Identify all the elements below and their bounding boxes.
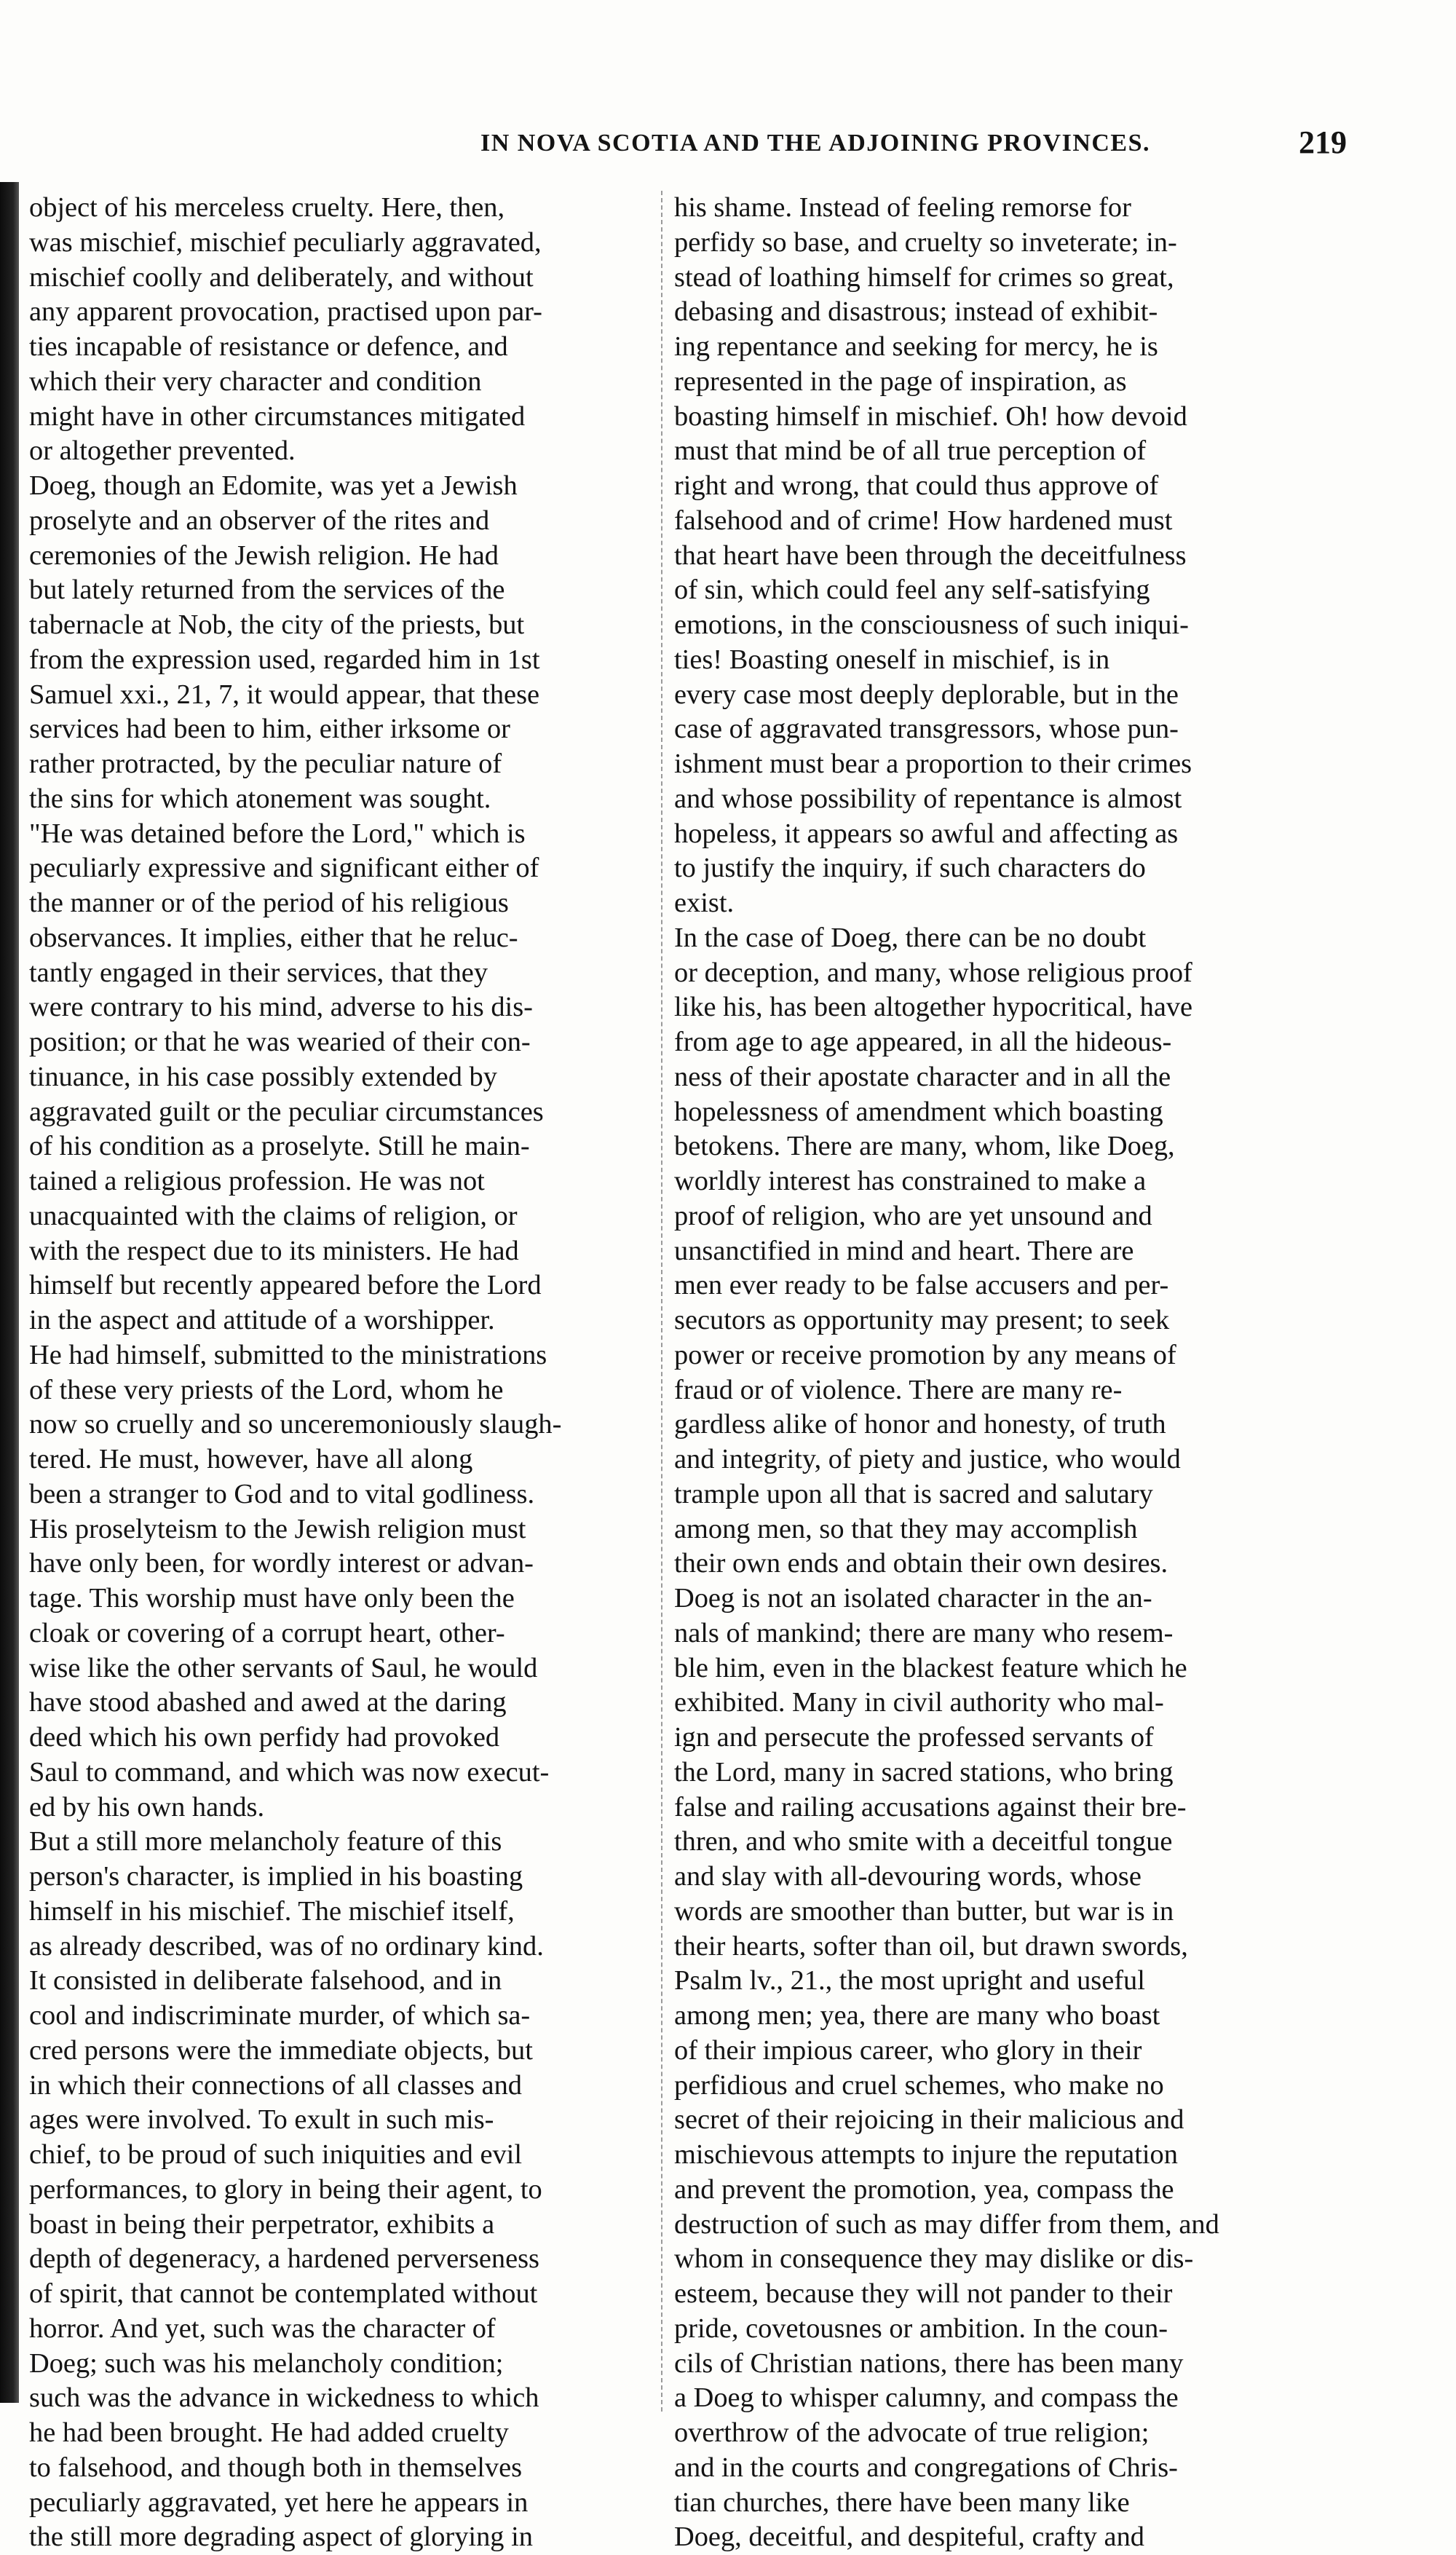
- text-line: nals of mankind; there are many who resem-: [674, 1617, 1174, 1648]
- text-line: have only been, for wordly interest or advan-: [29, 1548, 534, 1579]
- text-line: proof of religion, who are yet unsound and: [674, 1200, 1152, 1231]
- text-line: thren, and who smite with a deceitful tongue: [674, 1826, 1173, 1857]
- text-line: as already described, was of no ordinary kind.: [29, 1930, 544, 1962]
- text-line: their own ends and obtain their own desires.: [674, 1548, 1168, 1579]
- text-line: It consisted in deliberate falsehood, and in: [29, 1965, 502, 1997]
- text-line: In the case of Doeg, there can be no doubt: [674, 922, 1147, 953]
- page-number: 219: [1299, 125, 1347, 160]
- text-line: ing repentance and seeking for mercy, he is: [674, 331, 1158, 362]
- text-line: or deception, and many, whose religious proof: [674, 957, 1192, 988]
- text-line: peculiarly expressive and significant either of: [29, 853, 539, 884]
- text-line: among men; yea, there are many who boast: [674, 2000, 1160, 2031]
- text-line: of spirit, that cannot be contemplated without: [29, 2278, 538, 2309]
- column-divider: [661, 191, 662, 2412]
- text-line: trample upon all that is sacred and salutary: [674, 1478, 1153, 1509]
- text-line: hopeless, it appears so awful and affecting as: [674, 818, 1179, 849]
- text-line: esteem, because they will not pander to their: [674, 2278, 1173, 2309]
- text-line: words are smoother than butter, but war is in: [674, 1895, 1174, 1927]
- text-line: and integrity, of piety and justice, who would: [674, 1444, 1181, 1474]
- text-line: mischievous attempts to injure the reputation: [674, 2139, 1178, 2170]
- text-line: every case most deeply deplorable, but in the: [674, 679, 1179, 710]
- text-line: false and railing accusations against their bre-: [674, 1791, 1187, 1823]
- text-line: Doeg is not an isolated character in the an-: [674, 1583, 1152, 1614]
- text-line: or altogether prevented.: [29, 435, 296, 467]
- text-line: was mischief, mischief peculiarly aggravated,: [29, 226, 542, 258]
- text-line: the Lord, many in sacred stations, who bring: [674, 1756, 1174, 1788]
- text-line: from the expression used, regarded him in 1st: [29, 644, 540, 675]
- text-line: perfidious and cruel schemes, who make no: [674, 2069, 1164, 2101]
- text-line: but lately returned from the services of the: [29, 574, 505, 606]
- text-line: cred persons were the immediate objects, but: [29, 2034, 533, 2066]
- text-line: in which their connections of all classes and: [29, 2069, 522, 2101]
- text-line: ed by his own hands.: [29, 1791, 265, 1823]
- text-line: from age to age appeared, in all the hideous-: [674, 1027, 1172, 1057]
- text-line: ble him, even in the blackest feature which he: [674, 1652, 1187, 1683]
- text-line: chief, to be proud of such iniquities and evil: [29, 2139, 523, 2170]
- text-line: and prevent the promotion, yea, compass the: [674, 2173, 1174, 2205]
- text-line: His proselyteism to the Jewish religion must: [29, 1513, 526, 1544]
- text-line: exist.: [674, 888, 735, 918]
- text-line: But a still more melancholy feature of this: [29, 1826, 502, 1857]
- text-line: exhibited. Many in civil authority who mal-: [674, 1687, 1164, 1718]
- text-line: falsehood and of crime! How hardened must: [674, 505, 1173, 536]
- running-header: IN NOVA SCOTIA AND THE ADJOINING PROVINCES.: [480, 130, 1151, 157]
- text-line: power or receive promotion by any means of: [674, 1339, 1176, 1370]
- text-line: in the aspect and attitude of a worshipper.: [29, 1305, 495, 1335]
- text-line: Saul to command, and which was now execut-: [29, 1756, 550, 1788]
- text-line: such was the advance in wickedness to which: [29, 2382, 539, 2414]
- text-line: rather protracted, by the peculiar nature of: [29, 749, 502, 779]
- text-line: the manner or of the period of his religious: [29, 888, 509, 918]
- text-line: which their very character and condition: [29, 366, 482, 397]
- text-line: tantly engaged in their services, that they: [29, 957, 488, 988]
- text-line: object of his merceless cruelty. Here, then,: [29, 192, 505, 223]
- text-line: debasing and disastrous; instead of exhibit-: [674, 296, 1158, 328]
- text-line: emotions, in the consciousness of such iniqui-: [674, 609, 1189, 640]
- text-line: like his, has been altogether hypocritical, have: [674, 992, 1193, 1023]
- text-line: tabernacle at Nob, the city of the priests, but: [29, 609, 525, 640]
- text-line: of their impious career, who glory in their: [674, 2034, 1142, 2066]
- text-line: cloak or covering of a corrupt heart, other-: [29, 1617, 505, 1648]
- text-line: Samuel xxi., 21, 7, it would appear, that these: [29, 679, 540, 710]
- text-line: of his condition as a proselyte. Still he main-: [29, 1131, 530, 1162]
- text-line: ceremonies of the Jewish religion. He had: [29, 540, 499, 571]
- text-line: services had been to him, either irksome or: [29, 714, 510, 745]
- text-line: mischief coolly and deliberately, and without: [29, 261, 534, 293]
- text-line: stead of loathing himself for crimes so great,: [674, 261, 1174, 293]
- text-line: that heart have been through the deceitfulness: [674, 540, 1187, 571]
- text-line: overthrow of the advocate of true religion;: [674, 2417, 1150, 2448]
- text-line: aggravated guilt or the peculiar circumstances: [29, 1096, 544, 1127]
- text-line: ties! Boasting oneself in mischief, is in: [674, 644, 1110, 675]
- text-line: pride, covetousnes or ambition. In the coun-: [674, 2313, 1168, 2344]
- text-line: tage. This worship must have only been the: [29, 1583, 515, 1614]
- text-line: observances. It implies, either that he reluc-: [29, 922, 518, 953]
- text-line: wise like the other servants of Saul, he would: [29, 1652, 538, 1683]
- text-line: tian churches, there have been many like: [674, 2487, 1130, 2518]
- text-line: their hearts, softer than oil, but drawn swords,: [674, 1930, 1188, 1962]
- text-line: Doeg, though an Edomite, was yet a Jewish: [29, 470, 518, 501]
- text-line: worldly interest has constrained to make a: [674, 1166, 1147, 1196]
- text-line: destruction of such as may differ from them, and: [674, 2208, 1219, 2240]
- text-line: fraud or of violence. There are many re-: [674, 1374, 1123, 1405]
- text-line: proselyte and an observer of the rites and: [29, 505, 490, 536]
- text-line: have stood abashed and awed at the daring: [29, 1687, 507, 1718]
- text-line: hopelessness of amendment which boasting: [674, 1096, 1163, 1127]
- text-line: himself but recently appeared before the Lord: [29, 1270, 542, 1301]
- text-line: must that mind be of all true perception of: [674, 435, 1147, 467]
- text-line: cils of Christian nations, there has been many: [674, 2347, 1184, 2379]
- text-line: boasting himself in mischief. Oh! how devoid: [674, 400, 1187, 432]
- text-line: to falsehood, and though both in themselves: [29, 2452, 523, 2483]
- text-line: right and wrong, that could thus approve of: [674, 470, 1159, 501]
- text-line: case of aggravated transgressors, whose pun-: [674, 714, 1179, 745]
- text-line: boast in being their perpetrator, exhibits a: [29, 2208, 495, 2240]
- text-line: ages were involved. To exult in such mis-: [29, 2104, 494, 2136]
- text-line: peculiarly aggravated, yet here he appears in: [29, 2487, 529, 2518]
- text-line: himself in his mischief. The mischief itself,: [29, 1895, 515, 1927]
- text-line: "He was detained before the Lord," which is: [29, 818, 526, 849]
- text-line: Doeg, deceitful, and despiteful, crafty and: [674, 2522, 1144, 2553]
- text-line: and whose possibility of repentance is almost: [674, 783, 1182, 814]
- text-column-right: [674, 191, 1315, 2553]
- text-line: ign and persecute the professed servants of: [674, 1722, 1154, 1753]
- text-line: a Doeg to whisper calumny, and compass the: [674, 2382, 1179, 2414]
- text-column-left: [29, 191, 652, 2553]
- text-line: whom in consequence they may dislike or dis-: [674, 2243, 1194, 2275]
- text-line: been a stranger to God and to vital godliness.: [29, 1478, 535, 1509]
- text-line: position; or that he was wearied of their con-: [29, 1027, 531, 1057]
- text-line: among men, so that they may accomplish: [674, 1513, 1138, 1544]
- text-line: secutors as opportunity may present; to seek: [674, 1305, 1170, 1335]
- text-line: to justify the inquiry, if such characters do: [674, 853, 1146, 884]
- text-line: might have in other circumstances mitigated: [29, 400, 526, 432]
- text-line: with the respect due to its ministers. He had: [29, 1235, 519, 1266]
- text-line: perfidy so base, and cruelty so inveterate; in-: [674, 226, 1177, 258]
- text-line: ness of their apostate character and in all the: [674, 1061, 1171, 1092]
- binding-gutter-shadow: [0, 182, 19, 2403]
- text-line: and in the courts and congregations of Chris-: [674, 2452, 1178, 2483]
- text-line: depth of degeneracy, a hardened perverseness: [29, 2243, 539, 2275]
- text-line: gardless alike of honor and honesty, of truth: [674, 1409, 1166, 1440]
- text-line: unsanctified in mind and heart. There are: [674, 1235, 1134, 1266]
- text-line: and slay with all-devouring words, whose: [674, 1861, 1142, 1892]
- text-line: tered. He must, however, have all along: [29, 1444, 473, 1474]
- text-line: represented in the page of inspiration, as: [674, 366, 1127, 397]
- text-line: tained a religious profession. He was not: [29, 1166, 485, 1196]
- text-line: the still more degrading aspect of glorying in: [29, 2522, 533, 2553]
- text-line: Doeg; such was his melancholy condition;: [29, 2347, 504, 2379]
- text-line: secret of their rejoicing in their malicious and: [674, 2104, 1184, 2136]
- text-line: he had been brought. He had added cruelty: [29, 2417, 509, 2448]
- text-line: cool and indiscriminate murder, of which sa-: [29, 2000, 531, 2031]
- text-line: performances, to glory in being their agent, to: [29, 2173, 542, 2205]
- text-line: unacquainted with the claims of religion, or: [29, 1200, 518, 1231]
- text-line: Psalm lv., 21., the most upright and useful: [674, 1965, 1145, 1997]
- text-line: of these very priests of the Lord, whom he: [29, 1374, 504, 1405]
- text-line: ties incapable of resistance or defence, and: [29, 331, 508, 362]
- text-line: deed which his own perfidy had provoked: [29, 1722, 500, 1753]
- text-line: betokens. There are many, whom, like Doeg,: [674, 1131, 1175, 1162]
- text-line: ishment must bear a proportion to their crimes: [674, 749, 1192, 779]
- text-line: He had himself, submitted to the ministrations: [29, 1339, 547, 1370]
- text-line: of sin, which could feel any self-satisfying: [674, 574, 1150, 606]
- text-line: now so cruelly and so unceremoniously slaugh-: [29, 1409, 562, 1440]
- text-line: horror. And yet, such was the character of: [29, 2313, 496, 2344]
- text-line: were contrary to his mind, adverse to his dis-: [29, 992, 533, 1023]
- text-line: any apparent provocation, practised upon par-: [29, 296, 542, 328]
- text-line: men ever ready to be false accusers and per-: [674, 1270, 1169, 1301]
- text-line: the sins for which atonement was sought.: [29, 783, 491, 814]
- text-line: person's character, is implied in his boasting: [29, 1861, 523, 1892]
- text-line: his shame. Instead of feeling remorse for: [674, 192, 1131, 223]
- text-line: tinuance, in his case possibly extended by: [29, 1061, 497, 1092]
